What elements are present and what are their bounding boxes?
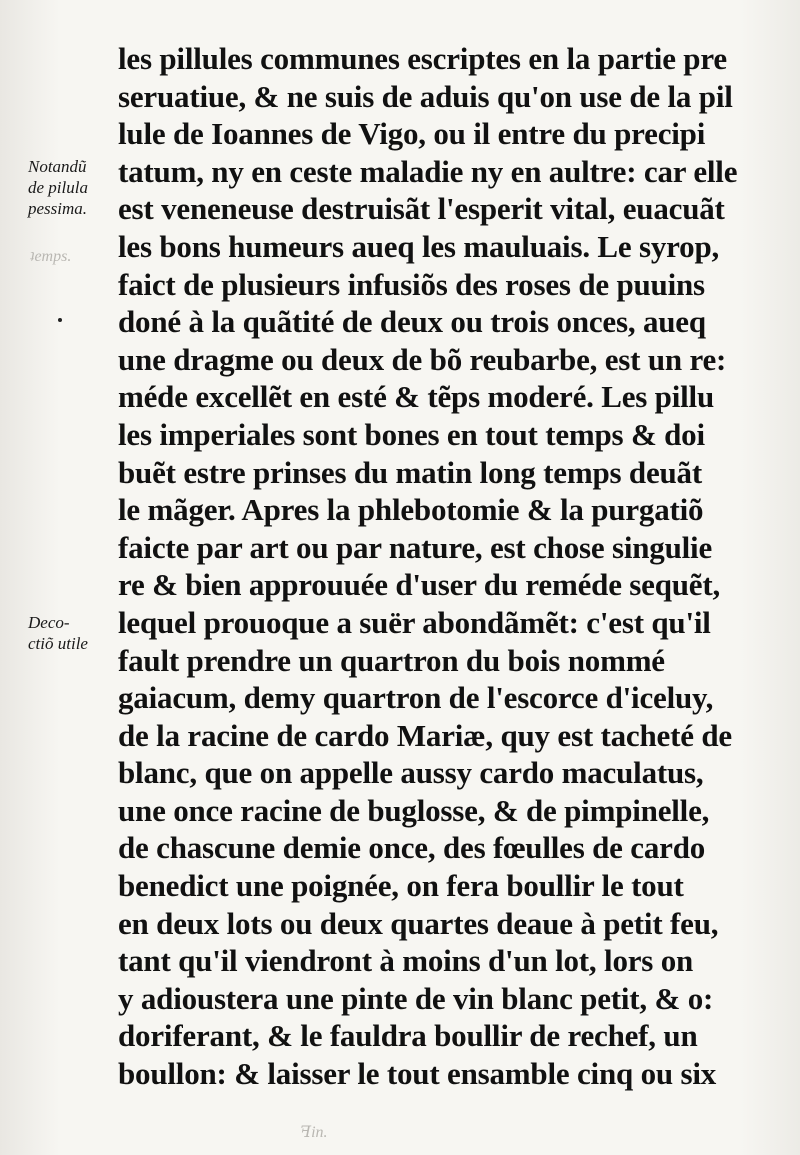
text-line: en deux lots ou deux quartes deaue à petit feu, xyxy=(118,905,719,941)
text-line: blanc, que on appelle aussy cardo maculatus, xyxy=(118,755,704,791)
text-line: boullon: & laisser le tout ensamble cinq ou six xyxy=(118,1056,717,1092)
text-line: les imperiales sont bones en tout temps & doi xyxy=(118,416,705,452)
text-line: tatum, ny en ceste maladie ny en aultre: car elle xyxy=(118,153,738,189)
ink-speck xyxy=(58,318,62,322)
text-line: lequel prouoque a suër abondãmẽt: c'est qu'il xyxy=(118,604,711,640)
text-line: de chascune demie once, des fœulles de cardo xyxy=(118,830,706,866)
text-line: buẽt estre prinses du matin long temps deuãt xyxy=(118,454,702,490)
text-line: tant qu'il viendront à moins d'un lot, lors on xyxy=(118,943,694,979)
text-line: le mãger. Apres la phlebotomie & la purgatiõ xyxy=(118,492,704,528)
text-line: méde excellẽt en esté & tẽps moderé. Les pillu xyxy=(118,379,714,415)
text-line: benedict une poignée, on fera boullir le tout xyxy=(118,868,684,904)
body-text xyxy=(118,40,768,1093)
bleed-through-mark-bottom: ꟻin. xyxy=(300,1124,328,1141)
text-line: faicte par art ou par nature, est chose singulie xyxy=(118,529,713,565)
text-line: est veneneuse destruisãt l'esperit vital, euacuãt xyxy=(118,191,725,227)
bleed-through-mark: ʇemps. xyxy=(30,248,72,265)
margin-note-decoctio: Deco- ctiõ utile xyxy=(28,613,88,653)
text-line: fault prendre un quartron du bois nommé xyxy=(118,642,665,678)
text-line: une once racine de buglosse, & de pimpinelle, xyxy=(118,792,710,828)
margin-note-notandum: Notandũ de pilula pessima. xyxy=(28,157,88,218)
text-line: seruatiue, & ne suis de aduis qu'on use de la pil xyxy=(118,78,733,114)
text-line: faict de plusieurs infusiõs des roses de puuins xyxy=(118,266,705,302)
text-line: doriferant, & le fauldra boullir de rechef, un xyxy=(118,1018,698,1054)
text-line: les pillules communes escriptes en la partie pre xyxy=(118,41,727,76)
text-line: y adioustera une pinte de vin blanc petit, & o: xyxy=(118,980,714,1016)
text-line: doné à la quãtité de deux ou trois onces, aueq xyxy=(118,304,706,340)
text-line: une dragme ou deux de bõ reubarbe, est un re: xyxy=(118,341,727,377)
text-line: lule de Ioannes de Vigo, ou il entre du precipi xyxy=(118,116,706,152)
text-line: gaiacum, demy quartron de l'escorce d'iceluy, xyxy=(118,680,714,716)
text-line: de la racine de cardo Mariæ, quy est tacheté de xyxy=(118,717,732,753)
text-line: les bons humeurs aueq les mauluais. Le syrop, xyxy=(118,228,720,264)
text-line: re & bien approuuée d'user du reméde sequẽt, xyxy=(118,567,721,603)
